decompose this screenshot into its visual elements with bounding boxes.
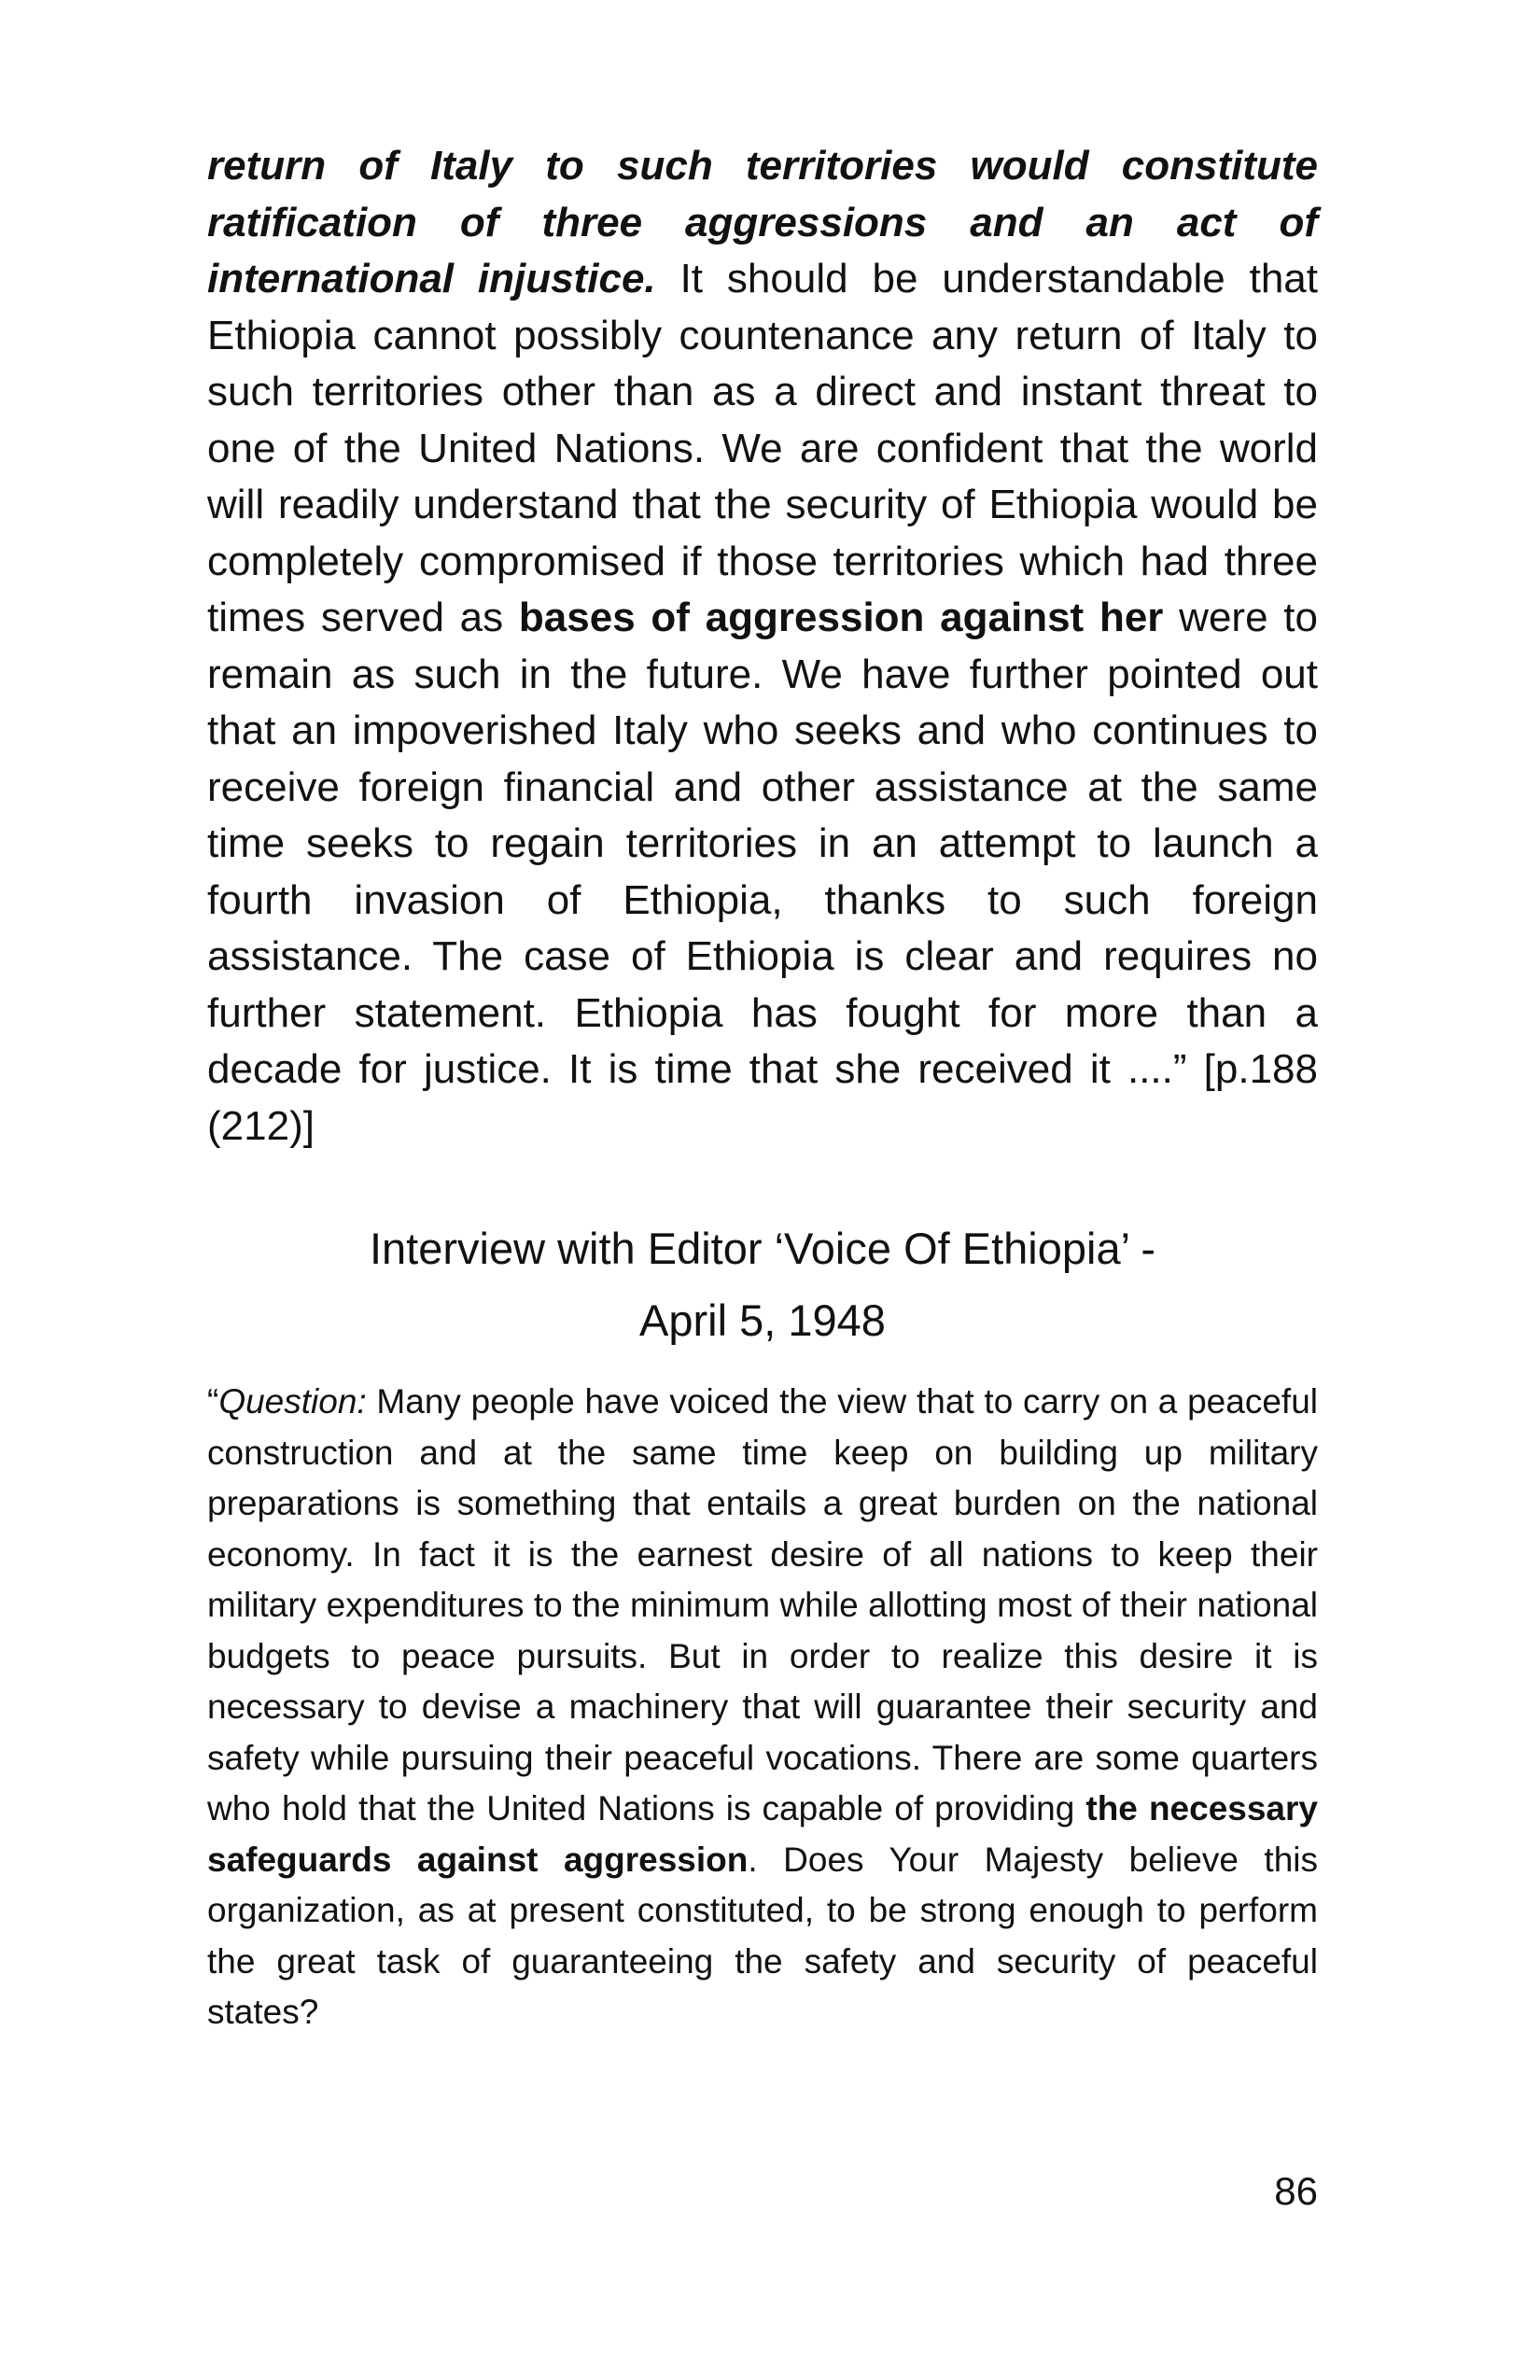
passage-paragraph bbox=[207, 138, 1318, 1155]
passage-text-part-2: were to remain as such in the future. We have further pointed out that an impoverished Italy who seeks and who continues to receive foreign financial and other assistance at the same time seeks to regain territories in an attempt to launch a fourth invasion of Ethiopia, thanks to such foreign assistance. The case of Ethiopia is clear and requires no further statement. Ethiopia has fought for more than a decade for justice. It is time that she received it ....” [p.188 (212)] bbox=[207, 595, 1318, 1149]
question-text-part-2: . Does Your Majesty believe this organization, as at present constituted, to be strong enough to perform the great task of guaranteeing the safety and security of peaceful states? bbox=[207, 1840, 1318, 2031]
question-open-quote: “ bbox=[207, 1382, 219, 1421]
question-bold-phrase: the necessary safeguards against aggression bbox=[207, 1789, 1318, 1879]
question-paragraph bbox=[207, 1377, 1318, 2038]
passage-bold-italic-lead: return of Italy to such territories would constitute ratification of three aggressions and an act of international injustice. bbox=[207, 143, 1318, 301]
section-title-line-2: April 5, 1948 bbox=[639, 1295, 886, 1345]
passage-bold-phrase: bases of aggression against her bbox=[518, 595, 1164, 640]
question-text-part-1: Many people have voiced the view that to carry on a peaceful construction and at the same time keep on building up military preparations is something that entails a great burden on the national economy. In fact it is the earnest desire of all nations to keep their military expenditures to the minimum while allotting most of their national budgets to peace pursuits. But in order to realize this desire it is necessary to devise a machinery that will guarantee their security and safety while pursuing their peaceful vocations. There are some quarters who hold that the United Nations is capable of providing bbox=[207, 1382, 1318, 1827]
passage-text-part-1: It should be understandable that Ethiopia cannot possibly countenance any return of Italy to such territories other than as a direct and instant threat to one of the United Nations. We are confident that the world will readily understand that the security of Ethiopia would be completely compromised if those territories which had three times served as bbox=[207, 256, 1319, 640]
section-title-line-1: Interview with Editor ‘Voice Of Ethiopia’ - bbox=[369, 1224, 1155, 1273]
question-label: Question: bbox=[218, 1382, 367, 1421]
page-number: 86 bbox=[1274, 2169, 1318, 2213]
